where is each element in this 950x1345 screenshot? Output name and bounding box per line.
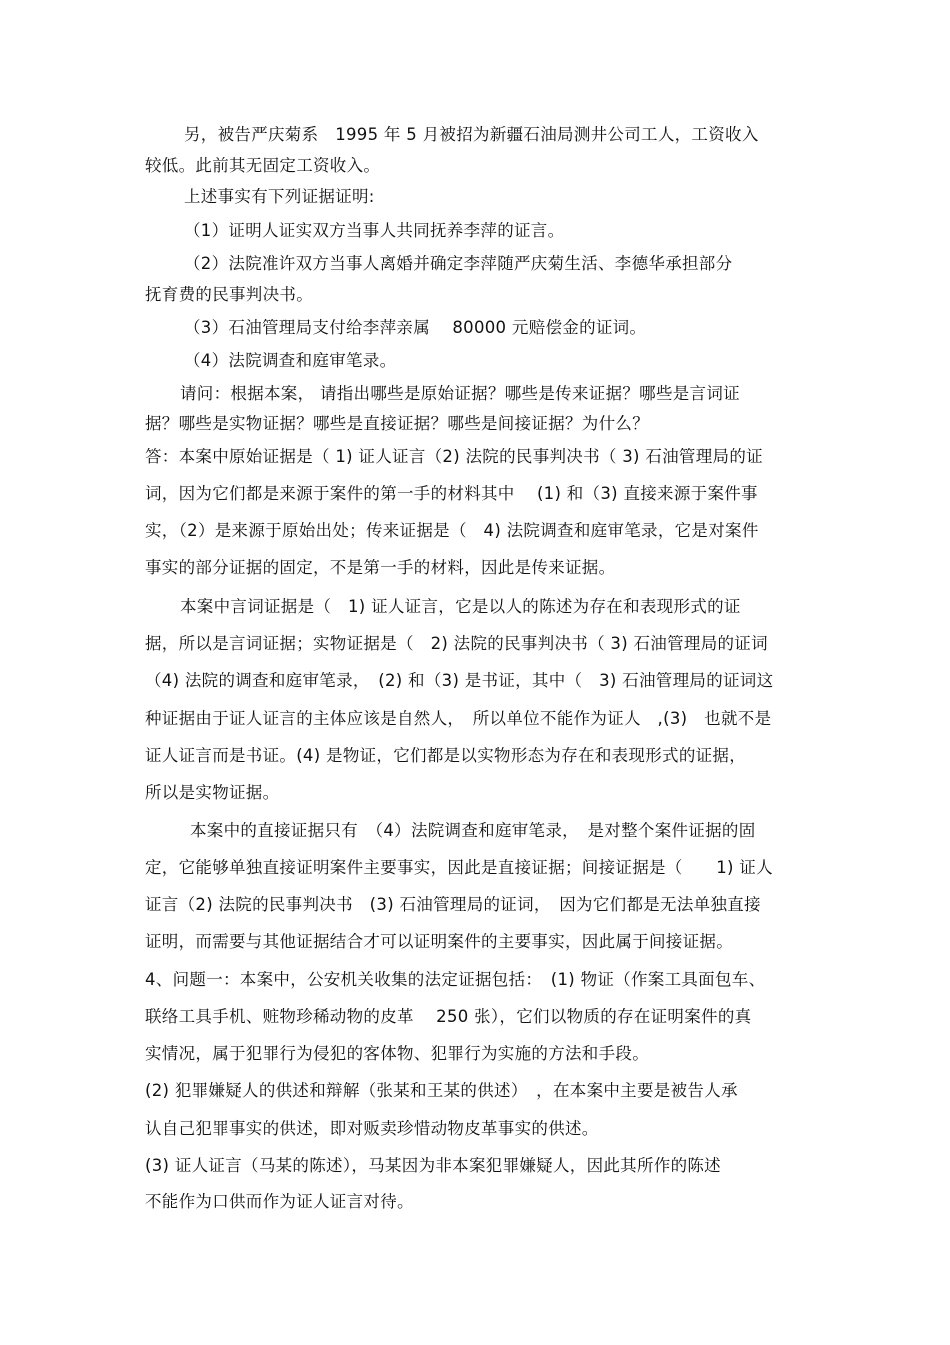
text-line: （2）法院准许双方当事人离婚并确定李萍随严庆菊生活、李德华承担部分 [184, 254, 733, 273]
text-line: 另，被告严庆菊系 1995 年 5 月被招为新疆石油局测井公司工人，工资收入 [184, 125, 759, 144]
text-line: 证明，而需要与其他证据结合才可以证明案件的主要事实，因此属于间接证据。 [145, 932, 733, 951]
text-line: 请问：根据本案， 请指出哪些是原始证据？哪些是传来证据？哪些是言词证 [180, 384, 740, 403]
text-line: （4) 法院的调查和庭审笔录， (2) 和（3) 是书证，其中（ 3) 石油管理局的证词这 [145, 671, 774, 690]
text-line: 4、问题一：本案中，公安机关收集的法定证据包括： (1) 物证（作案工具面包车、 [145, 970, 766, 989]
text-line: 不能作为口供而作为证人证言对待。 [145, 1192, 414, 1211]
text-line: 定，它能够单独直接证明案件主要事实，因此是直接证据；间接证据是（ 1) 证人 [145, 858, 773, 877]
text-line: 事实的部分证据的固定，不是第一手的材料，因此是传来证据。 [145, 558, 616, 577]
text-line: (3) 证人证言（马某的陈述），马某因为非本案犯罪嫌疑人，因此其所作的陈述 [145, 1156, 721, 1175]
text-line: 种证据由于证人证言的主体应该是自然人， 所以单位不能作为证人 ,(3) 也就不是 [145, 709, 772, 728]
text-line: 抚育费的民事判决书。 [145, 285, 313, 304]
text-line: 本案中的直接证据只有 （4）法院调查和庭审笔录， 是对整个案件证据的固 [190, 821, 756, 840]
text-line: 据，所以是言词证据；实物证据是（ 2) 法院的民事判决书（ 3) 石油管理局的证词 [145, 634, 768, 653]
text-line: 答：本案中原始证据是（ 1) 证人证言（2) 法院的民事判决书（ 3) 石油管理局的证 [145, 447, 763, 466]
text-line: 较低。此前其无固定工资收入。 [145, 156, 381, 175]
text-line: （4）法院调查和庭审笔录。 [184, 351, 397, 370]
text-line: 实情况，属于犯罪行为侵犯的客体物、犯罪行为实施的方法和手段。 [145, 1044, 649, 1063]
text-line: 实，（2）是来源于原始出处；传来证据是（ 4) 法院调查和庭审笔录，它是对案件 [145, 521, 759, 540]
text-line: 据？哪些是实物证据？哪些是直接证据？哪些是间接证据？为什么？ [145, 414, 649, 433]
text-line: 词，因为它们都是来源于案件的第一手的材料其中 (1) 和（3) 直接来源于案件事 [145, 484, 758, 503]
text-line: 证人证言而是书证。(4) 是物证，它们都是以实物形态为存在和表现形式的证据， [145, 746, 747, 765]
text-line: 所以是实物证据。 [145, 783, 280, 802]
text-line: (2) 犯罪嫌疑人的供述和辩解（张某和王某的供述） ，在本案中主要是被告人承 [145, 1081, 738, 1100]
text-line: 证言（2) 法院的民事判决书 (3) 石油管理局的证词， 因为它们都是无法单独直接 [145, 895, 761, 914]
text-line: 认自己犯罪事实的供述，即对贩卖珍惜动物皮革事实的供述。 [145, 1119, 599, 1138]
text-line: 联络工具手机、赃物珍稀动物的皮革 250 张），它们以物质的存在证明案件的真 [145, 1007, 752, 1026]
text-line: （3）石油管理局支付给李萍亲属 80000 元赔偿金的证词。 [184, 318, 647, 337]
text-line: 本案中言词证据是（ 1) 证人证言，它是以人的陈述为存在和表现形式的证 [180, 597, 741, 616]
text-line: 上述事实有下列证据证明: [184, 187, 375, 206]
text-line: （1）证明人证实双方当事人共同抚养李萍的证言。 [184, 221, 565, 240]
